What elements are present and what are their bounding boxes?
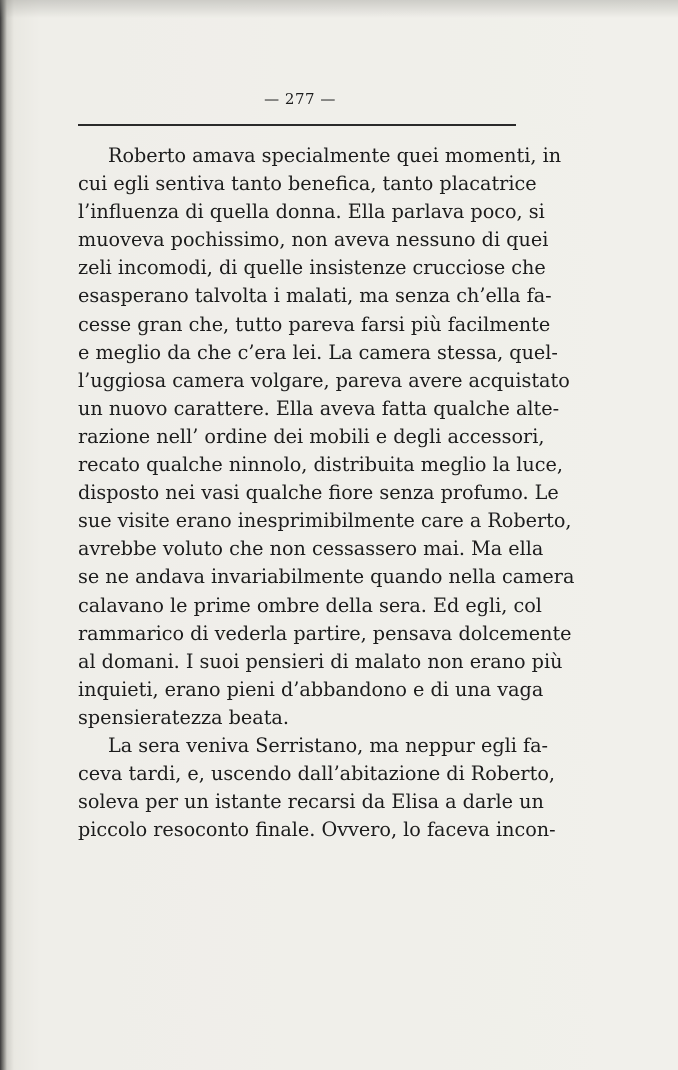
text-line: calavano le prime ombre della sera. Ed egli, col <box>78 593 542 617</box>
text-line: al domani. I suoi pensieri di malato non erano più <box>78 649 563 673</box>
text-line: se ne andava invariabilmente quando nella camera <box>78 565 575 589</box>
text-line: spensieratezza beata. <box>78 705 289 729</box>
text-line: ceva tardi, e, uscendo dall’abitazione di Roberto, <box>78 762 555 786</box>
text-line: muoveva pochissimo, non aveva nessuno di quei <box>78 228 549 252</box>
text-line: cesse gran che, tutto pareva farsi più facilmente <box>78 312 551 336</box>
page-top-shadow <box>0 0 678 18</box>
body-text <box>78 142 575 844</box>
text-line: cui egli sentiva tanto benefica, tanto placatrice <box>78 172 537 196</box>
text-line: un nuovo carattere. Ella aveva fatta qualche alte- <box>78 396 560 420</box>
text-line: inquieti, erano pieni d’abbandono e di una vaga <box>78 677 544 701</box>
text-line: soleva per un istante recarsi da Elisa a darle un <box>78 790 544 814</box>
header-rule <box>78 124 516 126</box>
text-line: piccolo resoconto finale. Ovvero, lo faceva incon- <box>78 818 556 842</box>
text-line: zeli incomodi, di quelle insistenze crucciose che <box>78 256 546 280</box>
page-number: — 277 — <box>264 90 336 108</box>
text-line: sue visite erano inesprimibilmente care a Roberto, <box>78 509 572 533</box>
text-line: disposto nei vasi qualche fiore senza profumo. Le <box>78 481 559 505</box>
text-line: Roberto amava specialmente quei momenti, in <box>108 144 562 167</box>
text-line: l’uggiosa camera volgare, pareva avere acquistato <box>78 368 570 392</box>
text-line: razione nell’ ordine dei mobili e degli accessori, <box>78 424 545 448</box>
text-line: recato qualche ninnolo, distribuita meglio la luce, <box>78 453 563 477</box>
text-line: rammarico di vederla partire, pensava dolcemente <box>78 621 572 645</box>
text-line: e meglio da che c’era lei. La camera stessa, quel- <box>78 340 558 364</box>
text-line: La sera veniva Serristano, ma neppur egli fa- <box>108 733 549 757</box>
text-line: esasperano talvolta i malati, ma senza ch’ella fa- <box>78 284 552 308</box>
text-line: avrebbe voluto che non cessassero mai. Ma ella <box>78 537 544 561</box>
text-line: l’influenza di quella donna. Ella parlava poco, si <box>78 200 545 224</box>
